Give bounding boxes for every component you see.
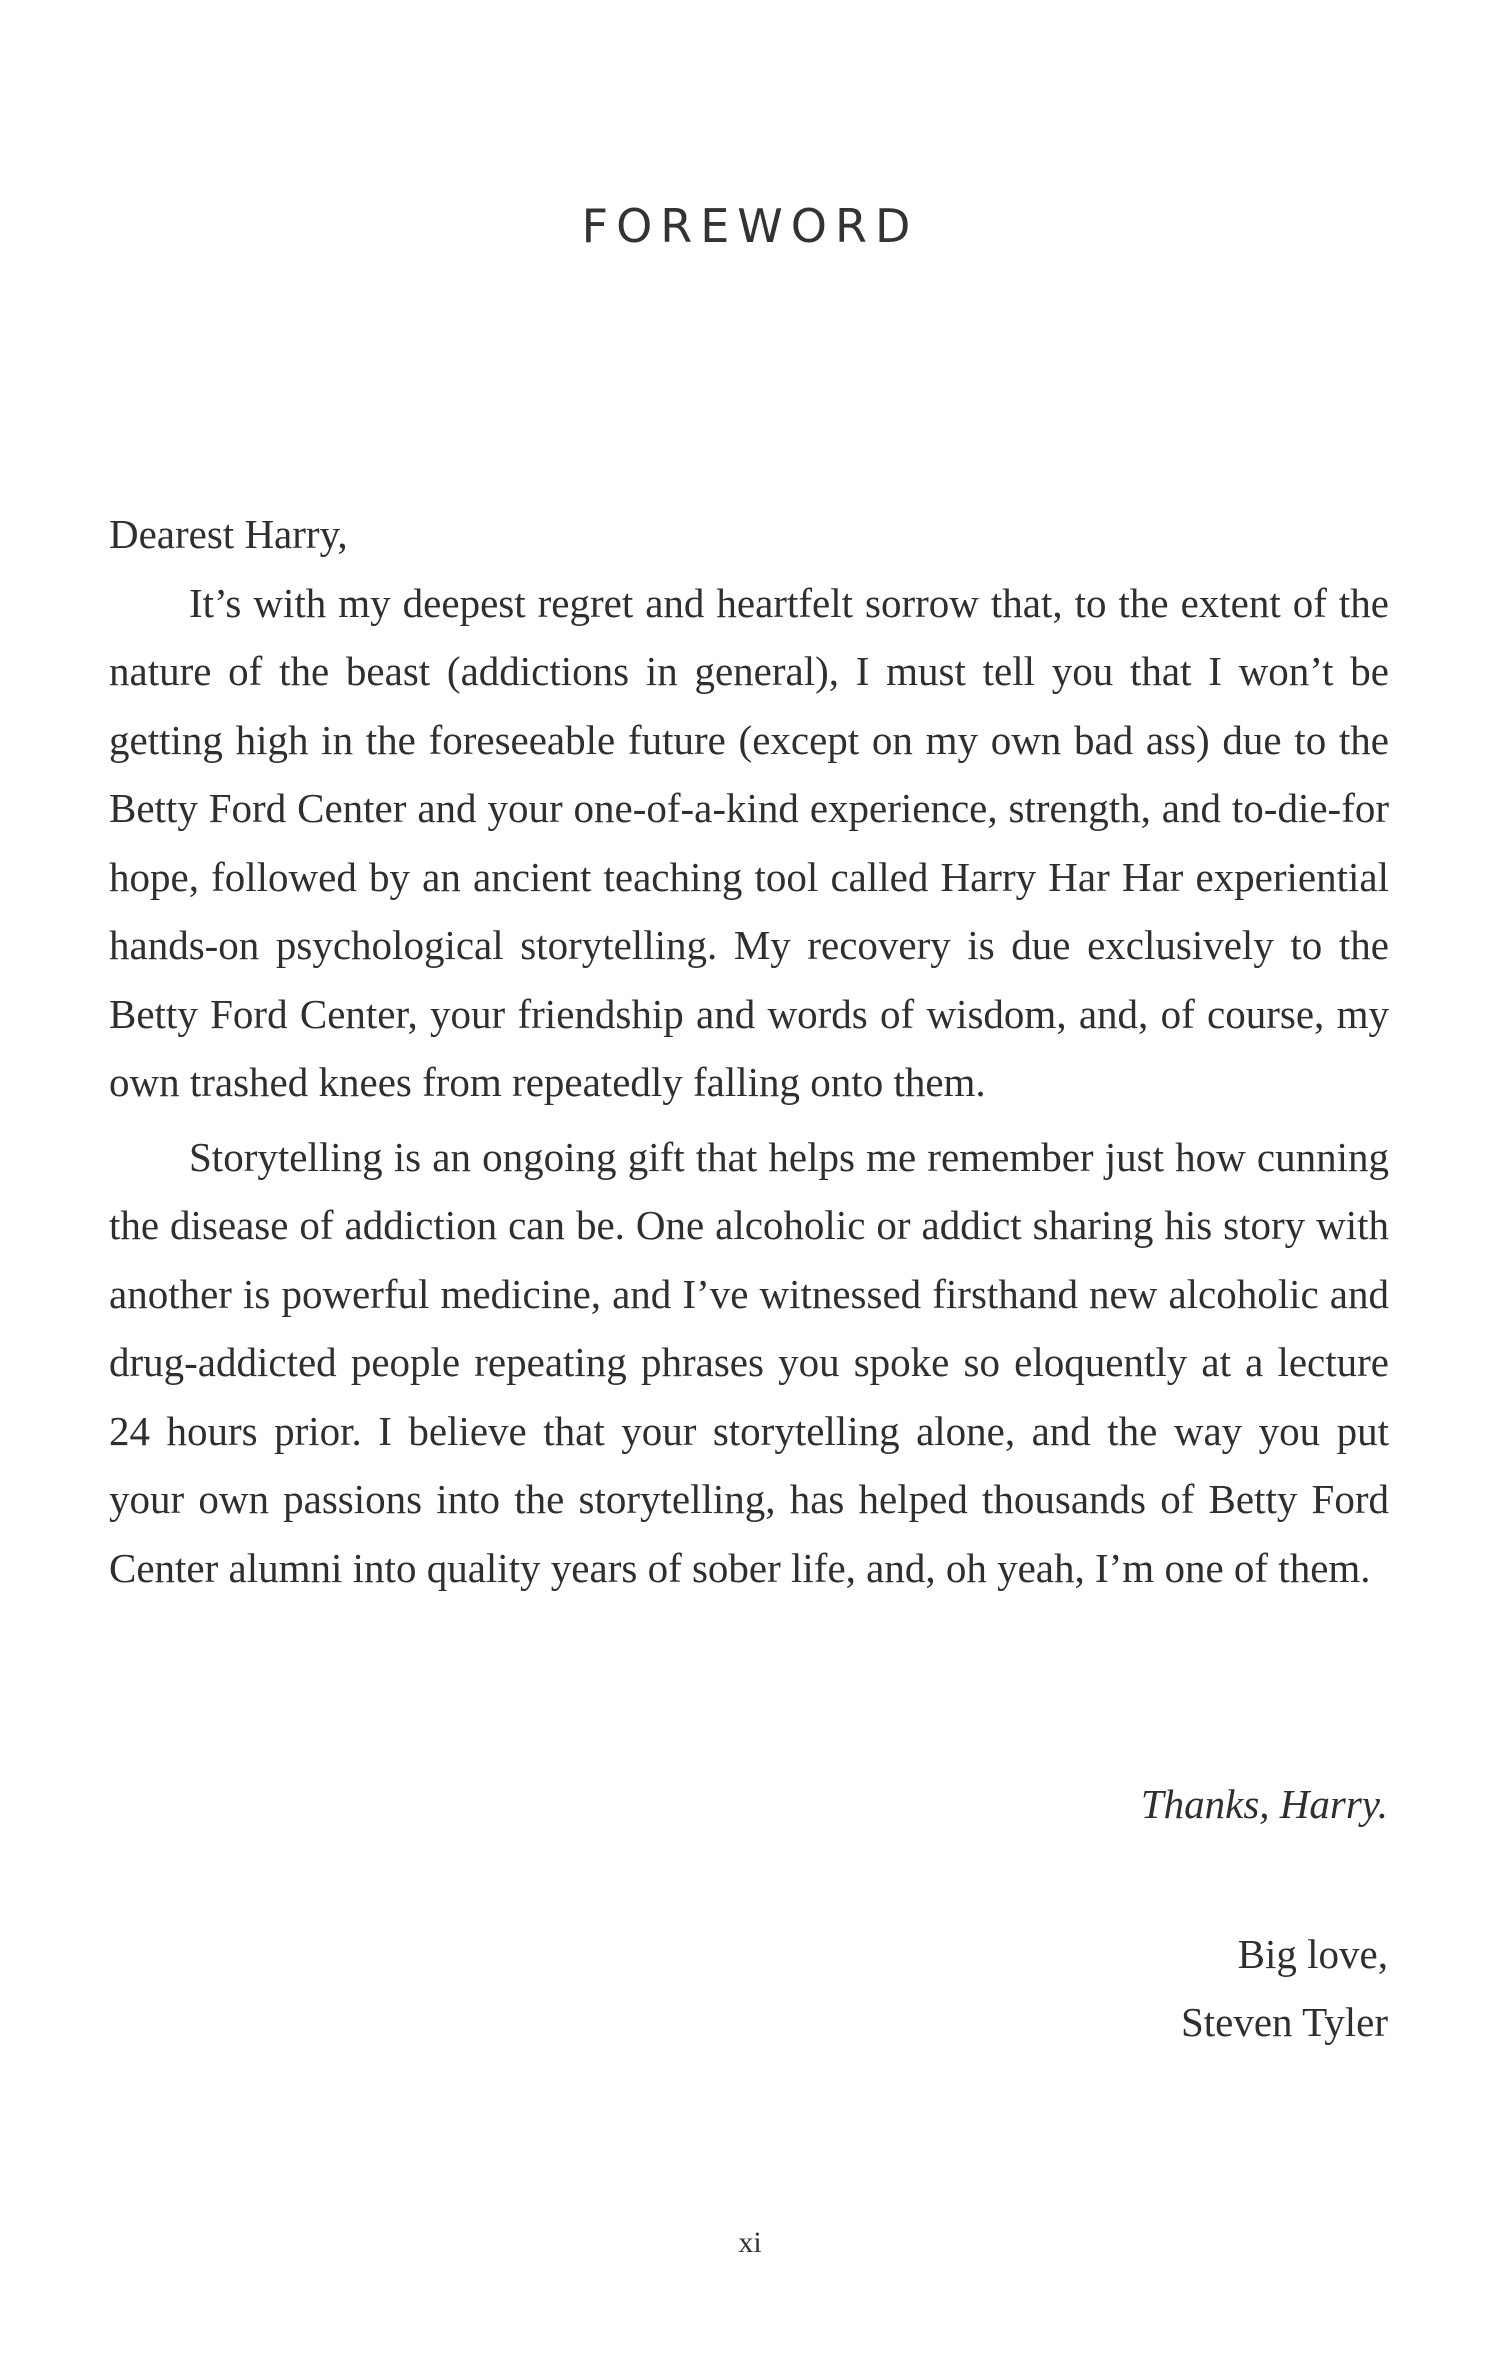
body-paragraph-1: It’s with my deepest regret and heartfelt sorrow that, to the extent of the nature of the beast (addictions in general), I must tell you that I won’t be getting high in the foreseeable future (except on my own bad ass) due to the Betty Ford Center and your one-of-a-kind experience, strength, and to-die-for hope, followed by an ancient teaching tool called Harry Har Har experiential hands-on psychological storytelling. My recovery is due exclusively to the Betty Ford Center, your friendship and words of wisdom, and, of course, my own trashed knees from repeatedly falling onto them. bbox=[109, 579, 1389, 1105]
page-number: xi bbox=[738, 2226, 762, 2259]
signoff-line: Big love, bbox=[1237, 1931, 1388, 1977]
salutation: Dearest Harry, bbox=[109, 511, 348, 557]
closing-thanks: Thanks, Harry. bbox=[1140, 1781, 1388, 1827]
letter-body bbox=[109, 500, 1389, 1602]
chapter-heading: FOREWORD bbox=[581, 198, 919, 253]
signoff-block bbox=[1181, 1920, 1388, 2056]
body-paragraph-2: Storytelling is an ongoing gift that helps me remember just how cunning the disease of addiction can be. One alcoholic or addict sharing his story with another is powerful medicine, and I’ve witnessed firsthand new alcoholic and drug-addicted people repeating phrases you spoke so eloquently at a lecture 24 hours prior. I believe that your storytelling alone, and the way you put your own passions into the storytelling, has helped thousands of Betty Ford Center alumni into quality years of sober life, and, oh yeah, I’m one of them. bbox=[109, 1133, 1389, 1591]
signature-name: Steven Tyler bbox=[1180, 1999, 1388, 2045]
